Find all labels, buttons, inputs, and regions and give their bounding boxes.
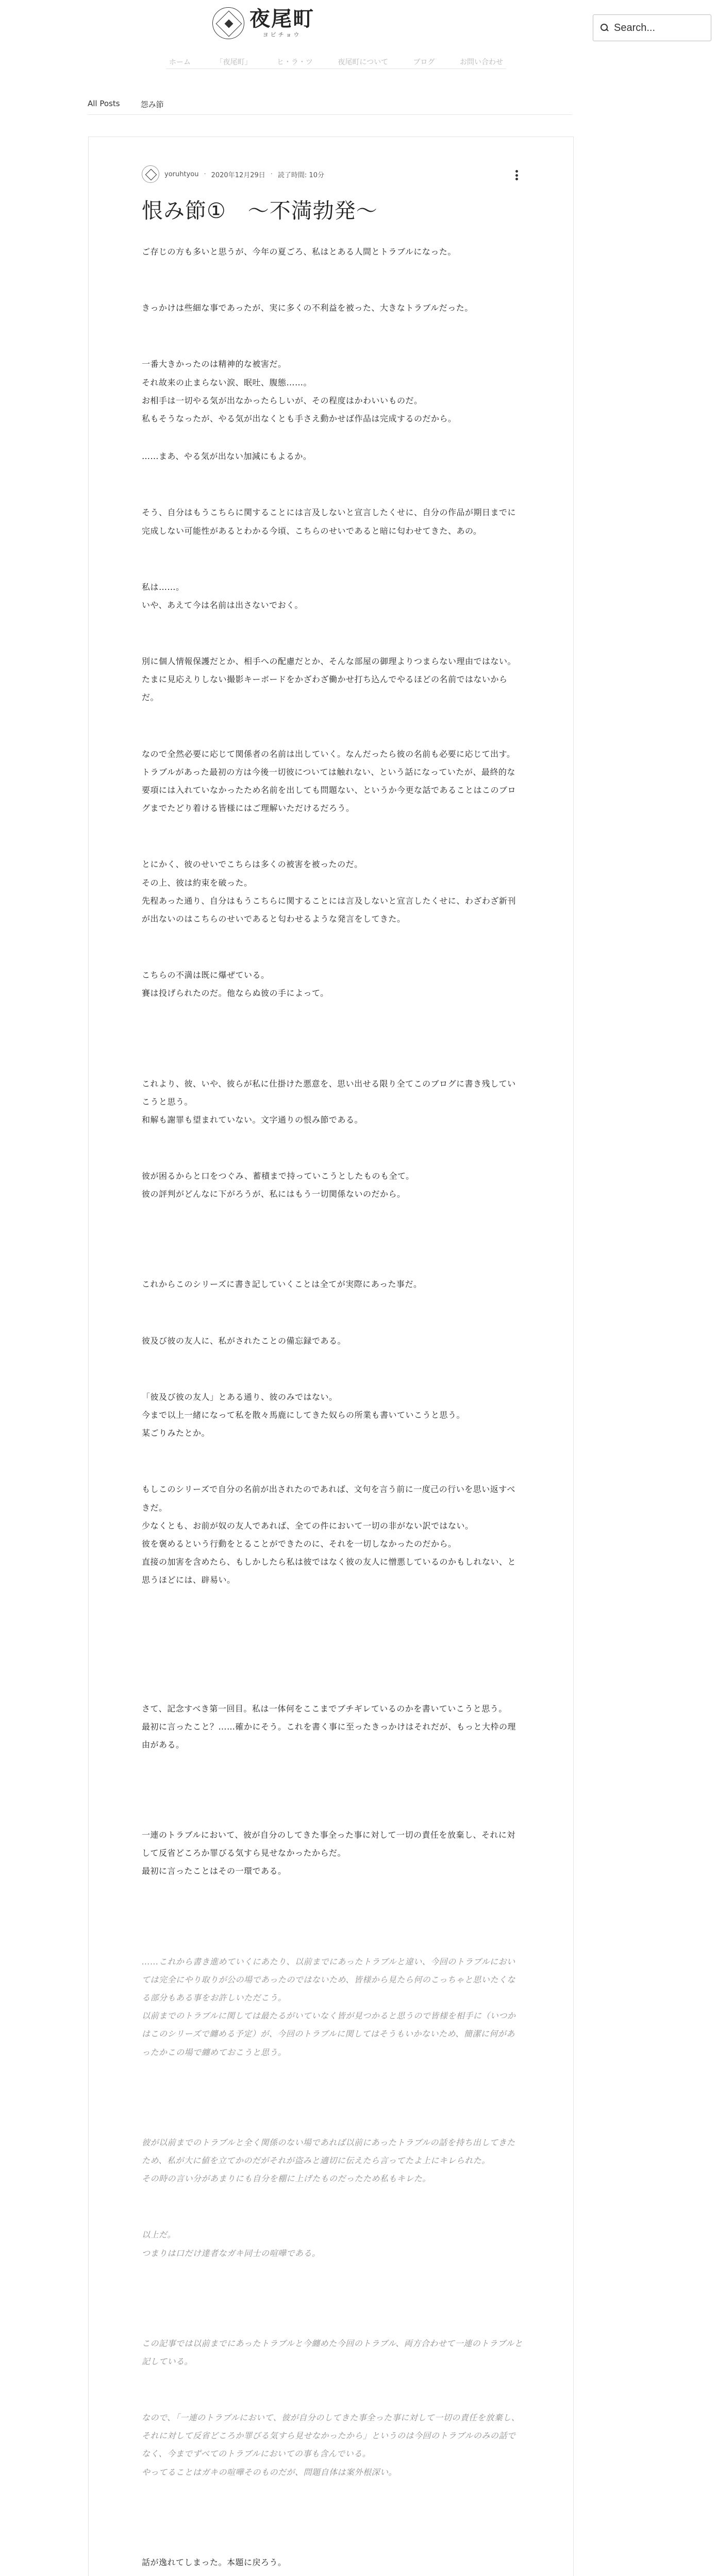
author-avatar[interactable] <box>142 165 159 183</box>
search-box[interactable] <box>593 14 711 41</box>
post-paragraph: なので全然必要に応じて関係者の名前は出していく。なんだったら彼の名前も必要に応じて出す。 <box>142 749 515 759</box>
category-all-posts[interactable]: All Posts <box>88 99 120 108</box>
post-author[interactable]: yoruhtyou <box>164 170 199 178</box>
post-paragraph: 彼を褒めるという行動をとることができたのに、それを一切しなかったのだから。 <box>142 1538 457 1549</box>
post-date: 2020年12月29日 <box>211 171 265 179</box>
post-paragraph: 一連のトラブルにおいて、彼が自分のしてきた事全った事に対して一切の責任を放棄し、それに対して反省どころか罪びる気すら見せなかったからだ。 <box>142 1830 516 1858</box>
post-aside-paragraph: なので、「一連のトラブルにおいて、彼が自分のしてきた事全った事に対して一切の責任を放棄し、それに対して反省どころか罪びる気すら見せなかったから」というのは今回のトラブルのみの話でなく、今までずべてのトラブルにおいての事も含んでいる。 <box>142 2413 520 2459</box>
post-paragraph: ご存じの方も多いと思うが、今年の夏ごろ、私はとある人間とトラブルになった。 <box>142 247 456 257</box>
post-meta <box>142 165 324 183</box>
post-title: 恨み節① 〜不満勃発〜 <box>142 198 378 223</box>
category-uramibushi[interactable]: 怨み節 <box>140 100 164 109</box>
post-read-time: 読了時間: 10分 <box>277 171 324 179</box>
site-header <box>0 0 717 77</box>
nav-item-home[interactable]: ホーム <box>169 58 191 66</box>
post-paragraph: それ故来の止まらない涙、眠吐、腹態……。 <box>142 377 312 387</box>
post-paragraph: 今まで以上一緒になって私を散々馬鹿にしてきた奴らの所業も書いていこうと思う。 <box>142 1410 465 1420</box>
search-icon <box>601 24 609 32</box>
post-paragraph: 私もそうなったが、やる気が出なくとも手さえ動かせば作品は完成するのだから。 <box>142 413 457 423</box>
post-aside-paragraph: つまりは口だけ達者なガキ同士の喧嘩である。 <box>142 2248 321 2258</box>
post-paragraph: たまに見応えりしない撮影キーボードをかざわざ働かせ打ち込んでやるほどの名前ではないからだ。 <box>142 674 508 703</box>
post-paragraph: きっかけは些細な事であったが、実に多くの不利益を被った、大きなトラブルだった。 <box>142 303 473 313</box>
post-aside-paragraph: この記事では以前までにあったトラブルと今纏めた今回のトラブル、両方合わせて一連のトラブルと記している。 <box>142 2338 523 2366</box>
logo-emblem-icon <box>212 7 244 39</box>
nav-item-about[interactable]: 夜尾町について <box>338 58 389 66</box>
post-paragraph: 一番大きかったのは精神的な被害だ。 <box>142 359 287 369</box>
post-paragraph: こちらの不満は既に爆ぜている。 <box>142 970 270 980</box>
post-aside-paragraph: 以上だ。 <box>142 2230 176 2240</box>
post-paragraph: とにかく、彼のせいでこちらは多くの被害を被ったのだ。 <box>142 859 363 870</box>
post-paragraph: これからこのシリーズに書き記していくことは全てが実際にあった事だ。 <box>142 1279 422 1290</box>
post-paragraph: 某ごりみたとか。 <box>142 1428 210 1438</box>
post-paragraph: 最初に言ったこと？……確かにそう。これを書く事に至ったきっかけはそれだが、もっと大枠の理由がある。 <box>142 1721 516 1750</box>
nav-item-hiratsu[interactable]: ヒ・ラ・ツ <box>276 58 313 66</box>
site-subtitle: ヨビチョウ <box>262 31 302 38</box>
post-more-menu-icon[interactable] <box>511 168 522 182</box>
blog-post-card <box>88 137 574 2576</box>
main-nav <box>166 56 506 68</box>
site-logo[interactable] <box>212 7 314 39</box>
post-paragraph: 私は……。 <box>142 582 185 592</box>
nav-item-contact[interactable]: お問い合わせ <box>460 58 503 66</box>
post-aside-paragraph: ……これから書き進めていくにあたり、以前までにあったトラブルと違い、今回のトラブルにおいては完全にやり取りが公の場であったのではないため、皆様から見たら何のこっちゃと思いたくなる部分もある事をお許しいただこう。 <box>142 1956 515 2003</box>
post-paragraph: 少なくとも、お前が奴の友人であれば、全ての件において一切の非がない訳ではない。 <box>142 1520 474 1531</box>
post-paragraph: 和解も謝罪も望まれていない。文字通りの恨み節である。 <box>142 1114 363 1125</box>
post-paragraph: そう、自分はもうこちらに関することには言及しないと宣言したくせに、自分の作品が期日までに完成しない可能性があるとわかる今頃、こちらのせいであると暗に匂わせてきた、あの。 <box>142 507 516 536</box>
post-paragraph: その上、彼は約束を破った。 <box>142 877 253 888</box>
post-paragraph: 先程あった通り、自分はもうこちらに関することには言及しないと宣言したくせに、わざわざ新刊が出ないのはこちらのせいであると匂わせるような発言をしてきた。 <box>142 895 516 924</box>
post-body <box>142 243 523 2571</box>
post-paragraph: 直接の加害を含めたら、もしかしたら私は彼ではなく彼の友人に憎悪しているのかもしれない、と思うほどには、辟易い。 <box>142 1557 516 1585</box>
post-aside-paragraph: やってることはガキの喧嘩そのものだが、問題自体は案外根深い。 <box>142 2467 397 2477</box>
post-aside-paragraph: 彼が以前までのトラブルと全く関係のない場であれば以前にあったトラブルの話を持ち出してきたため、私が大に値を立てかのだがそれが盗みと適切に伝えたら言ってたよ上にキレられた。 <box>142 2137 515 2165</box>
meta-separator: · <box>270 170 273 178</box>
post-paragraph: お相手は一切やる気が出なかったらしいが、その程度はかわいいものだ。 <box>142 395 423 405</box>
post-paragraph: 最初に言ったことはその一環である。 <box>142 1866 287 1876</box>
post-paragraph: 彼が困るからと口をつぐみ、蓄積まで持っていこうとしたものも全て。 <box>142 1171 414 1181</box>
post-paragraph: いや、あえて今は名前は出さないでおく。 <box>142 600 303 610</box>
post-paragraph: もしこのシリーズで自分の名前が出されたのであれば、文句を言う前に一度己の行いを思い返すべきだ。 <box>142 1484 515 1513</box>
post-paragraph: ……まあ、やる気が出ない加減にもよるか。 <box>142 451 312 462</box>
post-aside-paragraph: 以前までのトラブルに関しては最たるがいていなく皆が見つかると思うので皆様を相手に（いつかはこのシリーズで纏める予定）が、今回のトラブルに関してはそうもいかないため、簡潔に何があったかこの場で纏めておこうと思う。 <box>142 2011 516 2057</box>
meta-separator: · <box>204 170 206 178</box>
post-aside-paragraph: その時の言い分があまりにも自分を棚に上げたものだったため私もキレた。 <box>142 2174 431 2184</box>
post-paragraph: 話が逸れてしまった。本題に戻ろう。 <box>142 2557 287 2567</box>
post-paragraph: 彼及び彼の友人に、私がされたことの備忘録である。 <box>142 1335 346 1346</box>
post-paragraph: 彼の評判がどんなに下がろうが、私にはもう一切関係ないのだから。 <box>142 1189 406 1199</box>
blog-categories <box>88 99 164 110</box>
nav-item-blog[interactable]: ブログ <box>413 58 435 66</box>
categories-divider <box>88 114 572 115</box>
nav-item-yobicho[interactable]: 「夜尾町」 <box>215 58 252 66</box>
search-input[interactable] <box>614 22 702 34</box>
post-paragraph: 「彼及び彼の友人」とある通り、彼のみではない。 <box>142 1392 338 1402</box>
site-title: 夜尾町 <box>249 7 314 31</box>
post-paragraph: 別に個人情報保護だとか、相手への配慮だとか、そんな部屋の御理よりつまらない理由ではない。 <box>142 656 516 667</box>
post-paragraph: 賽は投げられたのだ。他ならぬ彼の手によって。 <box>142 988 329 998</box>
post-paragraph: トラブルがあった最初の方は今後一切彼については触れない、という話になっていたが、最終的な要項には入れていなかったため名前を出しても問題ない、というか今更な話であることはこのブログまでたどり着ける皆様にはご理解いただけるだろう。 <box>142 767 516 814</box>
post-paragraph: さて、記念すべき第一回目。私は一体何をここまでブチギレているのかを書いていこうと思う。 <box>142 1703 507 1714</box>
post-paragraph: これより、彼、いや、彼らが私に仕掛けた悪意を、思い出せる限り全てこのブログに書き残していこうと思う。 <box>142 1078 516 1107</box>
